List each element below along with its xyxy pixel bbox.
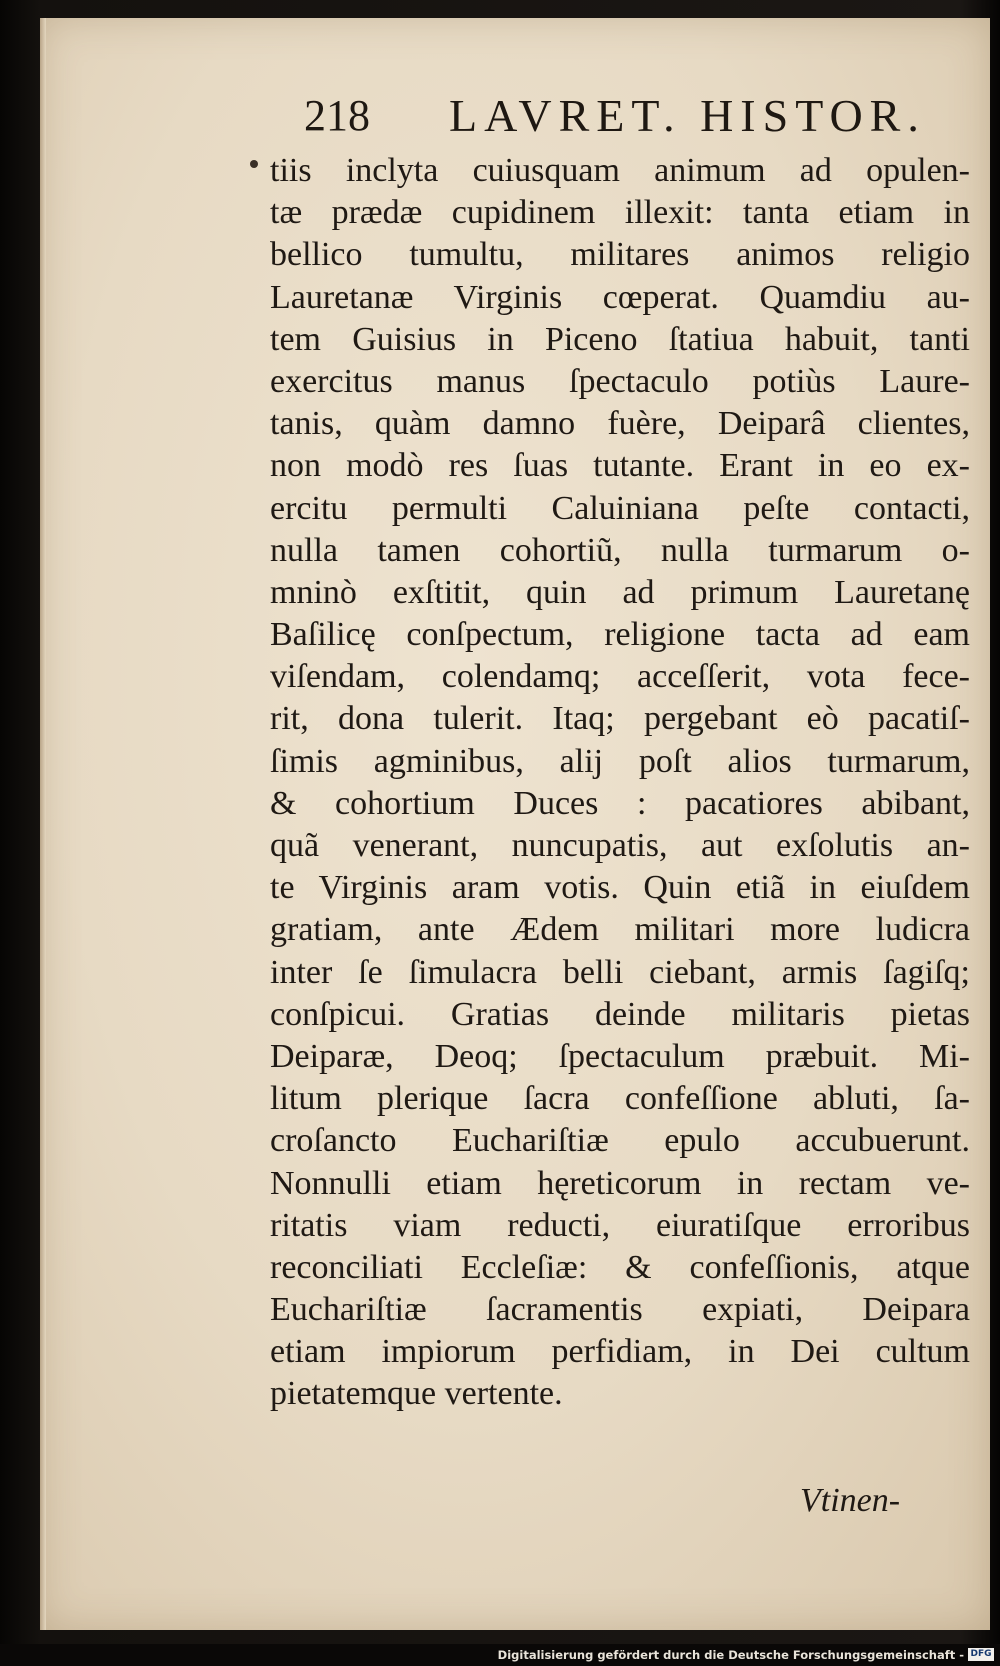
text-line: mninò exſtitit, quin ad primum Lauretanę [270,573,970,611]
text-line: tiis inclyta cuiusquam animum ad opulen- [270,152,970,189]
text-line: litum plerique ſacra confeſſione abluti, ſa- [270,1080,970,1118]
running-head: LAVRET. HISTOR. [449,90,926,141]
dfg-logo: DFG [968,1648,994,1661]
text-line: etiam impiorum perfidiam, in Dei cultum [270,1333,970,1371]
text-line: bellico tumultu, militares animos religio [270,236,970,274]
text-line: inter ſe ſimulacra belli ciebant, armis ſagiſq; [270,953,970,991]
text-line: rit, dona tulerit. Itaq; pergebant eò pacatiſ- [270,700,970,738]
text-line: conſpicui. Gratias deinde militaris pietas [270,995,970,1033]
page-header [304,86,926,146]
text-line: Deiparæ, Deoq; ſpectaculum præbuit. Mi- [270,1037,970,1075]
page-number: 218 [304,91,370,140]
text-line: croſancto Euchariſtiæ epulo accubuerunt. [270,1122,970,1160]
text-line: ritatis viam reducti, eiuratiſque erroribus [270,1206,970,1244]
text-line: reconciliati Eccleſiæ: & confeſſionis, atque [270,1248,970,1286]
text-line: non modò res ſuas tutante. Erant in eo ex- [270,447,970,485]
text-line: viſendam, colendamq; acceſſerit, vota fece- [270,658,970,696]
text-line: ſimis agminibus, alij poſt alios turmarum, [270,742,970,780]
text-line: nulla tamen cohortiũ, nulla turmarum o- [270,531,970,569]
text-line: Lauretanæ Virginis cœperat. Quamdiu au- [270,278,970,316]
body-text [270,150,970,1416]
text-line: pietatemque vertente. [270,1375,563,1413]
text-line: quã venerant, nuncupatis, aut exſolutis an- [270,827,970,864]
text-line: tanis, quàm damno fuère, Deiparâ clientes, [270,405,970,443]
text-line: te Virginis aram votis. Quin etiã in eiuſdem [270,869,970,907]
page-gutter-edge [40,18,46,1630]
margin-mark [250,160,258,168]
text-line: Baſilicę conſpectum, religione tacta ad eam [270,616,970,654]
text-line: Euchariſtiæ ſacramentis expiati, Deipara [270,1291,970,1329]
text-line: tem Guisius in Piceno ſtatiua habuit, tanti [270,320,970,358]
text-line: gratiam, ante Ædem militari more ludicra [270,911,970,949]
digitization-credit: Digitalisierung gefördert durch die Deutsche Forschungsgemeinschaft - [497,1648,964,1662]
text-line: & cohortium Duces : pacatiores abibant, [270,784,970,822]
text-line: Nonnulli etiam hęreticorum in rectam ve- [270,1164,970,1202]
text-line: ercitu permulti Caluiniana peſte contacti, [270,489,970,527]
text-line: tæ prædæ cupidinem illexit: tanta etiam in [270,194,970,232]
text-line: exercitus manus ſpectaculo potiùs Laure- [270,362,970,400]
catchword: Vtinen- [800,1482,901,1519]
